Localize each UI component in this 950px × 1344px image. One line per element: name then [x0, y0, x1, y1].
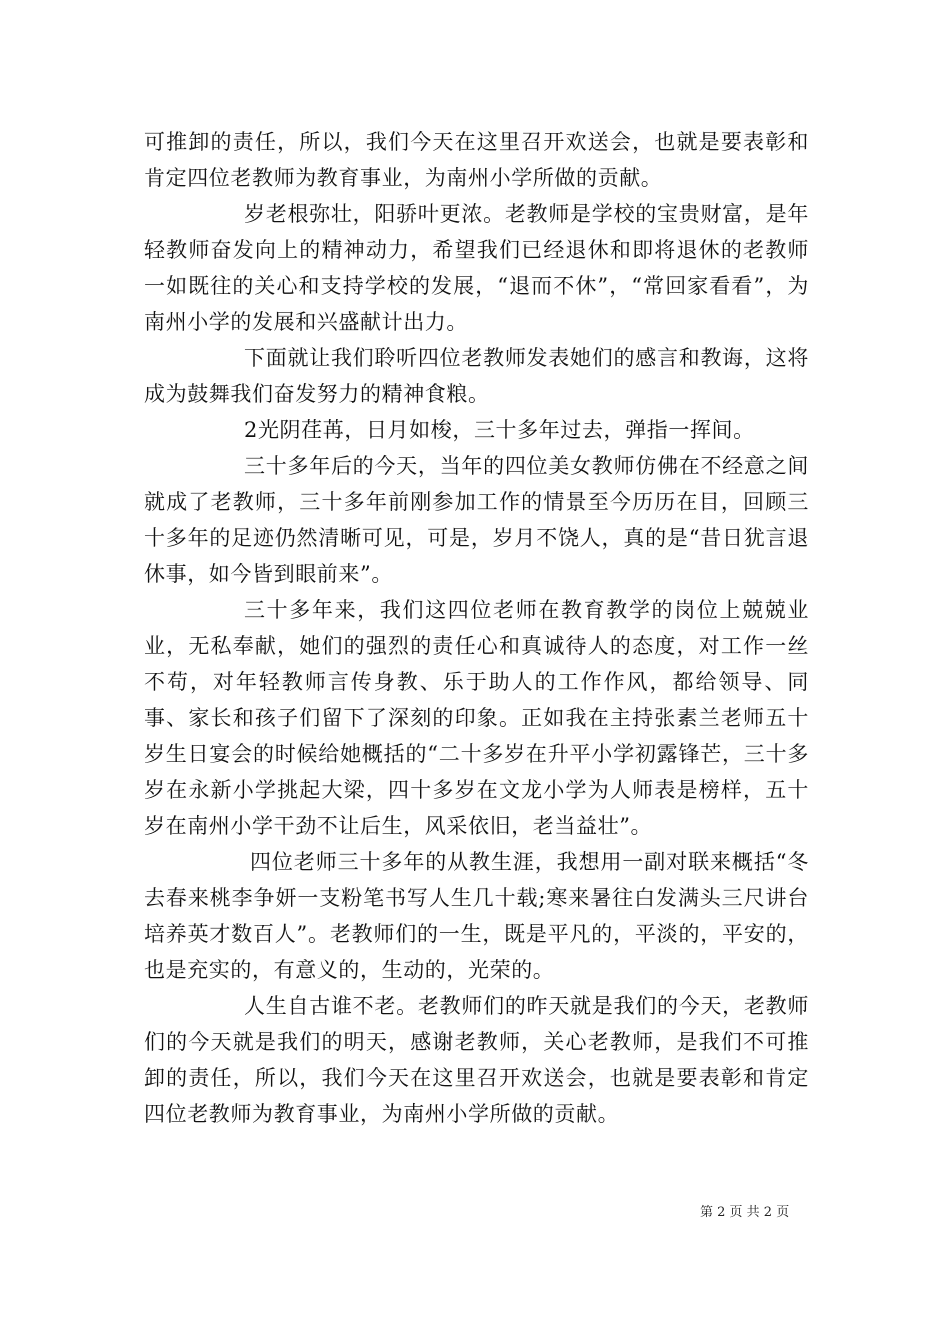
paragraph-7: 四位老师三十多年的从教生涯，我想用一副对联来概括“冬去春来桃李争妍一支粉笔书写人生几十载;寒来暑往白发满头三尺讲台培养英才数百人”。老教师们的一生，既是平凡的，平淡的，平安的，也是充实的，有意义的，生动的，光荣的。 — [144, 850, 809, 982]
paragraph-3: 下面就让我们聆听四位老教师发表她们的感言和教诲，这将成为鼓舞我们奋发努力的精神食粮。 — [144, 346, 809, 406]
paragraph-6: 三十多年来，我们这四位老师在教育教学的岗位上兢兢业业，无私奉献，她们的强烈的责任心和真诚待人的态度，对工作一丝不苟，对年轻教师言传身教、乐于助人的工作作风，都给领导、同事、家长和孩子们留下了深刻的印象。正如我在主持张素兰老师五十岁生日宴会的时候给她概括的“二十多岁在升平小学初露锋芒，三十多岁在永新小学挑起大梁，四十多岁在文龙小学为人师表是榜样，五十岁在南州小学干劲不让后生，风采依旧，老当益壮”。 — [144, 598, 809, 838]
paragraph-5: 三十多年后的今天，当年的四位美女教师仿佛在不经意之间就成了老教师，三十多年前刚参加工作的情景至今历历在目，回顾三十多年的足迹仍然清晰可见，可是，岁月不饶人，真的是“昔日犹言退休事，如今皆到眼前来”。 — [144, 454, 809, 586]
page-number-footer: 第 2 页 共 2 页 — [700, 1205, 790, 1220]
document-body — [144, 124, 809, 1132]
paragraph-1: 可推卸的责任，所以，我们今天在这里召开欢送会，也就是要表彰和肯定四位老教师为教育事业，为南州小学所做的贡献。 — [144, 130, 809, 190]
paragraph-8: 人生自古谁不老。老教师们的昨天就是我们的今天，老教师们的今天就是我们的明天，感谢老教师，关心老教师，是我们不可推卸的责任，所以，我们今天在这里召开欢送会，也就是要表彰和肯定四位老教师为教育事业，为南州小学所做的贡献。 — [144, 994, 809, 1126]
paragraph-4: 2光阴荏苒，日月如梭，三十多年过去，弹指一挥间。 — [244, 418, 755, 442]
paragraph-2: 岁老根弥壮，阳骄叶更浓。老教师是学校的宝贵财富，是年轻教师奋发向上的精神动力，希望我们已经退休和即将退休的老教师一如既往的关心和支持学校的发展，“退而不休”，“常回家看看”，为南州小学的发展和兴盛献计出力。 — [144, 202, 809, 334]
